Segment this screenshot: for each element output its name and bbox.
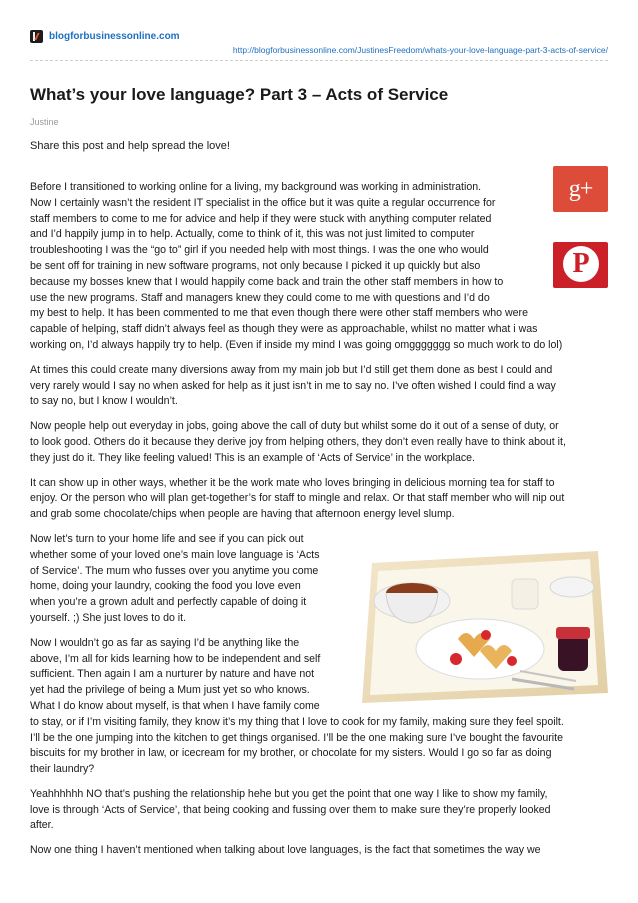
article-title: What’s your love language? Part 3 – Acts of Service [30,85,449,104]
pinterest-glyph: P [572,248,590,279]
strawberry-2 [507,656,517,666]
site-name-link[interactable]: blogforbusinessonline.com [49,31,180,42]
header-divider [30,60,608,61]
article-body-top [30,180,608,868]
paragraph-2: At times this could create many diversions away from my main job but I’d still get them done as best I could and very rarely would I say no when asked for help as it just isn’t in me to say no. I’ve often wished I could find a way to say no, but I know I wouldn’t. [30,363,556,408]
paragraph-7: Yeahhhhhh NO that’s pushing the relationship hehe but you get the point that one way I like to show my family, love is through ‘Acts of Service’, that being cooking and fussing over them to make sure they’re properly looked after. [30,787,551,832]
google-plus-icon: g+ [568,176,593,202]
share-prompt: Share this post and help spread the love! [30,140,230,152]
breakfast-tray-photo [362,543,608,703]
site-logo-icon [30,30,43,43]
paragraph-6: Now I wouldn’t go as far as saying I’d be anything like the above, I’m all for kids learning how to be independent and self sufficient. Then again I am a nurturer by nature and have not yet had the privilege of being a Mum just yet so who knows. What I do know about myself, is that when I have family come to stay, or if I’m visiting family, they know it’s my thing that I love to cook for my family, making sure they feel spoilt. I’ll be the one jumping into the kitchen to get things organised. I’ll be the one making sure I’ve bought the favourite biscuits for my brother in law, or icecream for my brother, or chocolate for my sisters. Would I go so far as doing their laundry? [30,636,564,776]
strawberry-3 [481,630,491,640]
jam-lid-shape [556,627,590,639]
strawberry-1 [450,653,462,665]
article-author: Justine [30,117,59,127]
paragraph-1: Before I transitioned to working online for a living, my background was working in administration. Now I certainly wasn’t the resident IT specialist in the office but it was quite a regular occurrence for staff members to come to me for advice and help if they were stuck with anything computer related and I’d happily jump in to help. Actually, come to think of it, this was not just limited to computer troubleshooting I was the “go to” girl if you needed help with most things. I was the one who would be sent off for training in new software programs, not only because I picked it up quickly but also because my bosses knew that I would happily come back and train the other staff members in how to use the new programs. Staff and managers knew they could come to me with questions and I’d do my best to help. It has been commented to me that even though there were other staff members who were capable of helping, staff didn’t always feel as though they were as approachable, whilst no matter what i was working on, I’d always happily try to help. (Even if inside my mind I was going omggggggg so much work to do lol) [30,181,563,351]
paragraph-5: Now let’s turn to your home life and see if you can pick out whether some of your loved one’s main love language is ‘Acts of Service’. The mum who fusses over you anytime you come home, doing your laundry, cooking the food you love even when you’re a grown adult and perfectly capable of doing it yourself. ;) She just loves to do it. [30,532,320,624]
paragraph-3: Now people help out everyday in jobs, going above the call of duty but whilst some do it out of a sense of duty, or to look good. Others do it because they derive joy from helping others, they don’t even really have to think about it, they just do it. They like feeling valued! This is an example of ‘Acts of Service’ in the workplace. [30,420,566,464]
creamer-shape [512,579,538,609]
milk-glass-shape [550,577,594,597]
breakfast-tray-illustration [362,543,608,703]
site-header [30,30,608,64]
paragraph-8: Now one thing I haven’t mentioned when talking about love languages, is the fact that sometimes the way we [30,844,541,857]
paragraph-4: It can show up in other ways, whether it be the work mate who loves bringing in delicious morning tea for staff to enjoy. Or the person who will plan get-together’s for staff to mingle and relax. Or that staff member who will nip out and grab some chocolate/chips when people are having that afternoon energy level slump. [30,476,565,521]
jam-jar-shape [558,635,588,671]
article-url-link[interactable]: http://blogforbusinessonline.com/JustinesFreedom/whats-your-love-language-part-3-acts-of-service/ [232,45,608,55]
